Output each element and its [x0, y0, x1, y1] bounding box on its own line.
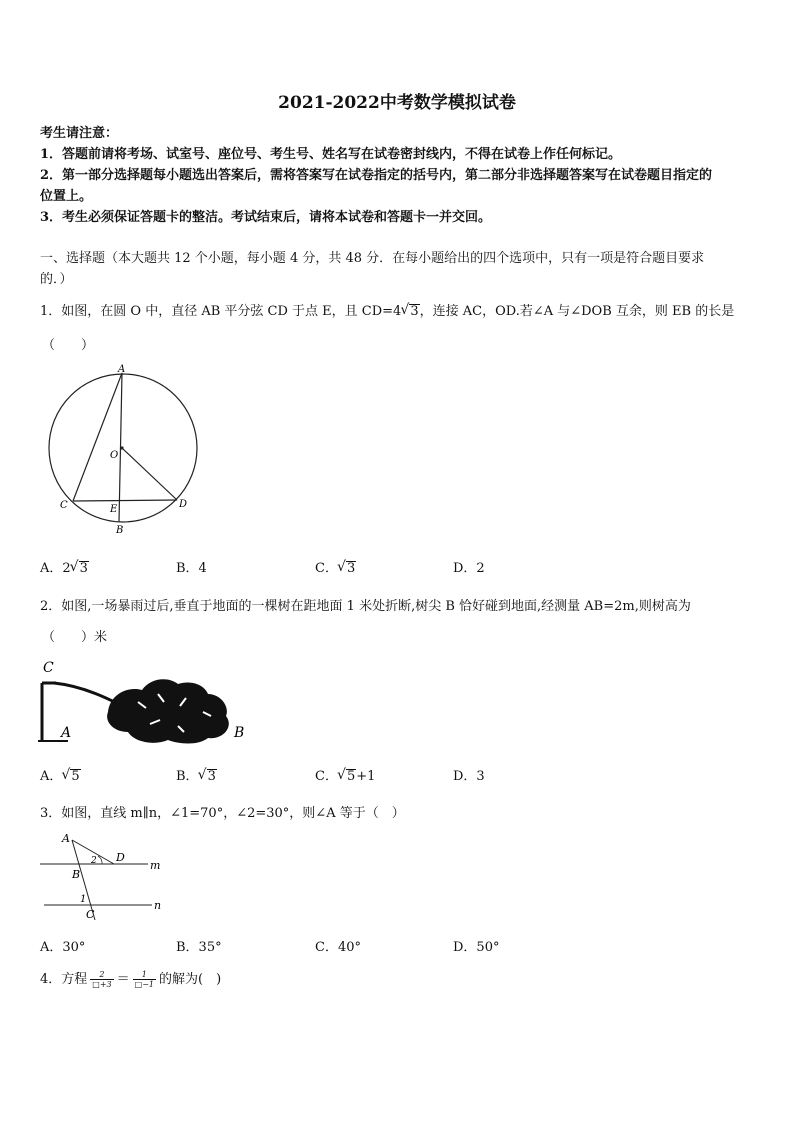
- q4-fraction-2: $\frac{1}{□-1}$: [134, 970, 155, 989]
- label-b: B: [116, 525, 124, 536]
- q2-answer-paren: （ ）米: [42, 630, 108, 645]
- q1-answer-paren: （ ）: [42, 338, 95, 353]
- section-heading: 一、选择题（本大题共 12 个小题，每小题 4 分，共 48 分．在每小题给出的四个选项中，只有一项是符合题目要求: [40, 251, 705, 266]
- q3-option-d[interactable]: D．50°: [453, 940, 500, 955]
- q3-option-b[interactable]: B．35°: [176, 940, 222, 955]
- q1-option-b[interactable]: B．4: [176, 561, 207, 576]
- label-c: C: [86, 908, 95, 921]
- q4-text: 4．方程 $\frac{2}{□+3}$ ＝ $\frac{1}{□-1}$ 的解为( ): [40, 970, 222, 989]
- notice-item-1: 1．答题前请将考场、试室号、座位号、考生号、姓名写在试卷密封线内，不得在试卷上作任何标记。: [40, 147, 622, 162]
- notice-item-3: 3．考生必须保证答题卡的整洁。考试结束后，请将本试卷和答题卡一并交回。: [40, 210, 492, 225]
- chord-ac: [73, 373, 122, 501]
- center-point: [120, 446, 123, 449]
- q2-option-d[interactable]: D．3: [453, 769, 485, 784]
- chord-cd: [73, 500, 177, 501]
- label-d: D: [179, 499, 188, 510]
- q3-option-c[interactable]: C．40°: [315, 940, 361, 955]
- q2-text: 2．如图,一场暴雨过后,垂直于地面的一棵树在距地面 1 米处折断,树尖 B 恰好碰到地面,经测量 AB=2m,则树高为: [40, 599, 691, 614]
- label-e: E: [110, 504, 118, 515]
- label-c: C: [43, 660, 54, 676]
- q1-sqrt: √ 3: [409, 304, 419, 318]
- q2-option-c[interactable]: C．√ 5+1: [315, 765, 375, 784]
- label-b: B: [72, 868, 81, 881]
- label-o: O: [110, 450, 119, 461]
- label-c: C: [60, 500, 68, 511]
- q1-circle-figure: [40, 362, 215, 537]
- label-n: n: [154, 899, 162, 912]
- q3-text: 3．如图，直线 m∥n，∠1=70°，∠2=30°，则∠A 等于（ ）: [40, 806, 405, 821]
- q2-tree-figure: [38, 654, 250, 746]
- notice-item-2-cont: 位置上。: [40, 189, 93, 204]
- q4-fraction-1: $\frac{2}{□+3}$: [92, 970, 112, 989]
- label-b: B: [234, 725, 245, 741]
- q1-option-c[interactable]: C．√ 3: [315, 557, 356, 576]
- tree-crown: [107, 679, 229, 743]
- label-a: A: [62, 832, 70, 845]
- q2-option-b[interactable]: B．√ 3: [176, 765, 217, 784]
- notice-heading: 考生请注意：: [40, 126, 119, 141]
- page-title: 2021-2022中考数学模拟试卷: [278, 93, 516, 113]
- q1-option-d[interactable]: D．2: [453, 561, 485, 576]
- q3-parallel-figure: [36, 828, 176, 923]
- label-angle-2: 2: [91, 856, 97, 866]
- segment-od: [122, 448, 177, 500]
- notice-item-2: 2．第一部分选择题每小题选出答案后，需将答案写在试卷指定的括号内，第二部分非选择题答案写在试卷题目指定的: [40, 168, 713, 183]
- label-d: D: [116, 851, 125, 864]
- label-a: A: [118, 364, 126, 375]
- label-angle-1: 1: [80, 894, 87, 905]
- q1-text: 1．如图，在圆 O 中，直径 AB 平分弦 CD 于点 E，且 CD=4√ 3，连接 AC，OD.若∠A 与∠DOB 互余，则 EB 的长是: [40, 300, 734, 319]
- section-heading-cont: 的．）: [40, 272, 73, 287]
- label-m: m: [150, 859, 161, 872]
- label-a: A: [61, 725, 72, 741]
- q1-option-a[interactable]: A．2√ 3: [40, 557, 89, 576]
- q3-option-a[interactable]: A．30°: [40, 940, 86, 955]
- q2-option-a[interactable]: A．√ 5: [40, 765, 81, 784]
